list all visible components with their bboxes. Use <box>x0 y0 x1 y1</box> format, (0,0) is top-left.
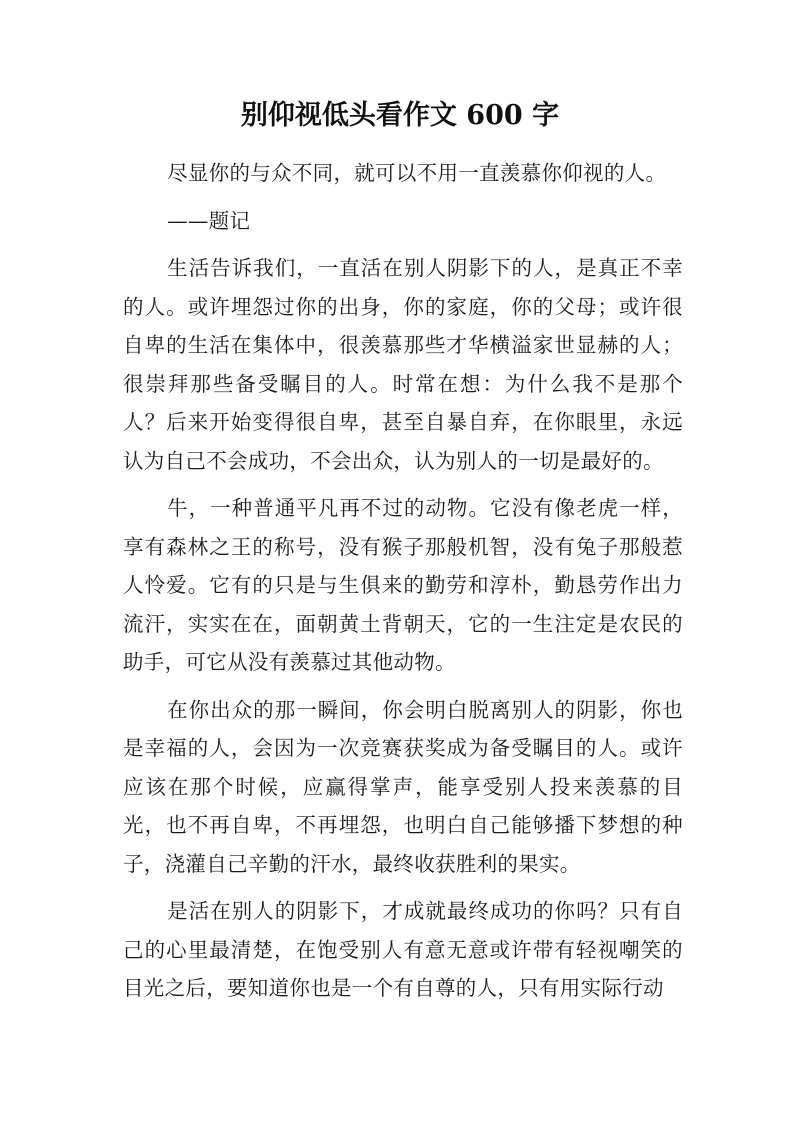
paragraph: 牛，一种普通平凡再不过的动物。它没有像老虎一样，享有森林之王的称号，没有猴子那般机智，没有兔子那般惹人怜爱。它有的只是与生俱来的勤劳和淳朴，勤恳劳作出力流汗，实实在在，面朝黄土背朝天，它的一生注定是农民的助手，可它从没有羡慕过其他动物。 <box>123 496 683 674</box>
paragraph: 是活在别人的阴影下，才成就最终成功的你吗？只有自己的心里最清楚，在饱受别人有意无意或许带有轻视嘲笑的目光之后，要知道你也是一个有自尊的人，只有用实际行动 <box>123 899 683 1000</box>
paragraph-epigraph-attribution: ——题记 <box>167 208 251 233</box>
paragraph: 在你出众的那一瞬间，你会明白脱离别人的阴影，你也是幸福的人，会因为一次竞赛获奖成为备受瞩目的人。或许应该在那个时候，应赢得掌声，能享受别人投来羡慕的目光，也不再自卑，不再埋怨，也明白自己能够播下梦想的种子，浇灌自己辛勤的汗水，最终收获胜利的果实。 <box>123 697 683 876</box>
document-body <box>123 154 683 1017</box>
document-title: 别仰视低头看作文 600 字 <box>240 100 560 131</box>
paragraph: 生活告诉我们，一直活在别人阴影下的人，是真正不幸的人。或许埋怨过你的出身，你的家庭，你的父母；或许很自卑的生活在集体中，很羡慕那些才华横溢家世显赫的人；很崇拜那些备受瞩目的人。时常在想：为什么我不是那个人？后来开始变得很自卑，甚至自暴自弃，在你眼里，永远认为自己不会成功，不会出众，认为别人的一切是最好的。 <box>123 256 683 473</box>
paragraph-epigraph: 尽显你的与众不同，就可以不用一直羡慕你仰视的人。 <box>167 161 667 185</box>
